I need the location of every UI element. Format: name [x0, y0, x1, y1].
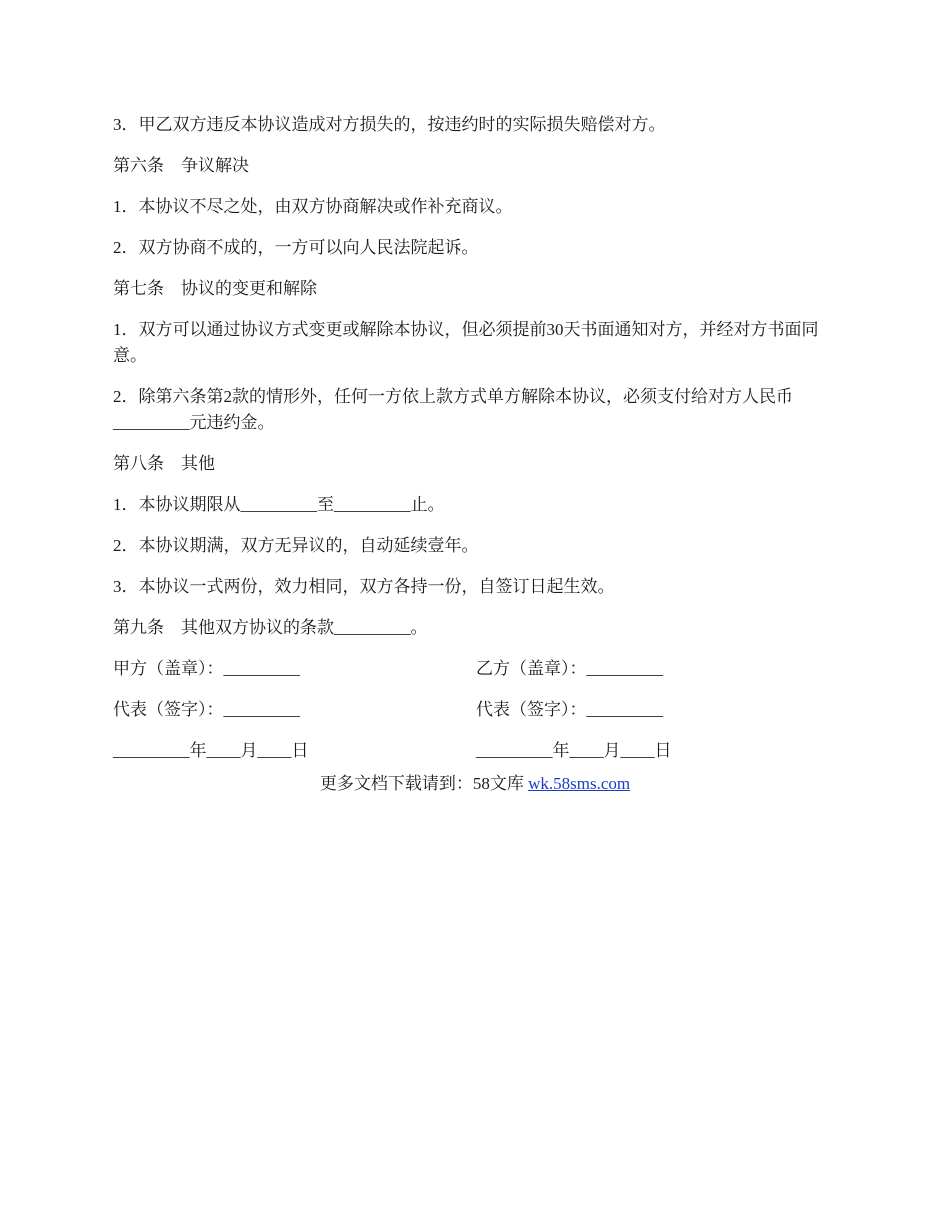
- clause-8-2: 2．本协议期满，双方无异议的，自动延续壹年。: [113, 536, 479, 555]
- party-b-seal: 乙方（盖章）：_________: [476, 659, 663, 678]
- clause-6-1: 1．本协议不尽之处，由双方协商解决或作补充商议。: [113, 197, 513, 216]
- date-row: [113, 738, 843, 764]
- party-a-date: _________年____月____日: [113, 741, 309, 760]
- clause-8-1: 1．本协议期限从_________至_________止。: [113, 495, 445, 514]
- seal-row: [113, 656, 843, 682]
- article-9-heading: 第九条 其他双方协议的条款_________。: [113, 618, 428, 637]
- clause-7-1: 1．双方可以通过协议方式变更或解除本协议，但必须提前30天书面通知对方，并经对方书面同意。: [113, 320, 819, 365]
- document-body: [113, 112, 843, 779]
- clause-7-2: 2．除第六条第2款的情形外，任何一方依上款方式单方解除本协议，必须支付给对方人民币_________元违约金。: [113, 387, 793, 432]
- clause-8-3: 3．本协议一式两份，效力相同，双方各持一份，自签订日起生效。: [113, 577, 615, 596]
- clause-5-3: 3．甲乙双方违反本协议造成对方损失的，按违约时的实际损失赔偿对方。: [113, 115, 666, 134]
- download-footer: [0, 771, 950, 797]
- article-8-heading: 第八条 其他: [113, 454, 215, 473]
- clause-6-2: 2．双方协商不成的，一方可以向人民法院起诉。: [113, 238, 479, 257]
- party-b-representative: 代表（签字）：_________: [476, 700, 663, 719]
- article-6-heading: 第六条 争议解决: [113, 156, 249, 175]
- footer-text: 更多文档下载请到：58文库: [319, 774, 529, 793]
- party-a-seal: 甲方（盖章）：_________: [113, 659, 300, 678]
- footer-link[interactable]: wk.58sms.com: [528, 774, 631, 793]
- party-a-representative: 代表（签字）：_________: [113, 700, 300, 719]
- representative-row: [113, 697, 843, 723]
- article-7-heading: 第七条 协议的变更和解除: [113, 279, 317, 298]
- party-b-date: _________年____月____日: [476, 741, 672, 760]
